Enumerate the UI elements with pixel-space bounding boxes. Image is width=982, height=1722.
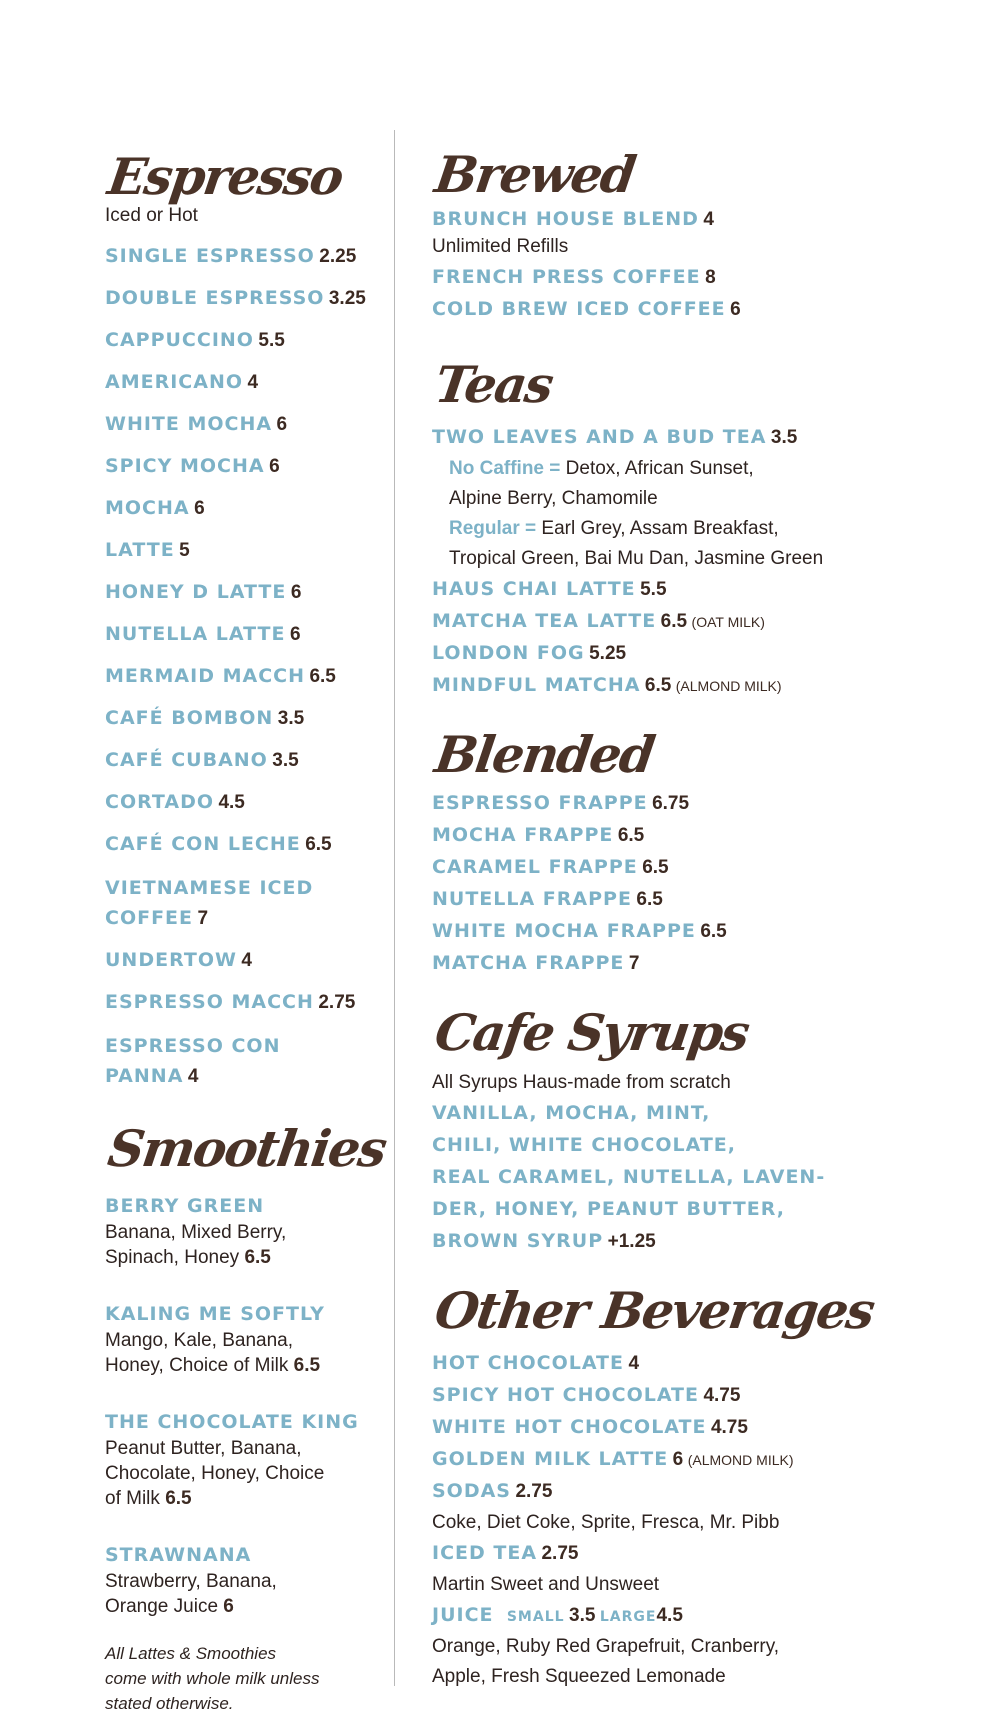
menu-item [105,244,390,270]
menu-item [105,328,390,354]
regular-label: Regular = [449,518,537,539]
menu-item [432,1412,952,1444]
brewed-title: Brewed [431,145,638,204]
menu-item [105,370,390,396]
item-price: 3.5 [277,708,305,729]
item-name: MATCHA TEA LATTE [432,610,657,632]
menu-item [432,422,952,454]
menu-item [105,580,390,606]
menu-item [105,496,390,522]
smoothie-price: 6.5 [244,1247,271,1268]
syrup-list-line [432,1162,952,1194]
item-name: ESPRESSO MACCH [105,991,314,1013]
item-name: FRENCH PRESS COFFEE [432,266,701,288]
item-price: 5.5 [640,579,667,600]
menu-item [432,670,952,702]
menu-item [105,874,320,934]
item-price: 3.5 [272,750,299,771]
item-price: 2.25 [319,246,357,267]
other-title: Other Beverages [431,1281,877,1340]
syrups-intro: All Syrups Haus-made from scratch [432,1072,731,1093]
syrup-list-line [432,1194,952,1226]
item-price: 6 [290,582,302,603]
syrup-list: VANILLA, MOCHA, MINT, [432,1102,711,1124]
sodas-desc: Coke, Diet Coke, Sprite, Fresca, Mr. Pibb [432,1512,780,1533]
item-name: HAUS CHAI LATTE [432,578,636,600]
teas-title: Teas [431,355,556,414]
item-price: 2.75 [318,992,356,1013]
smoothie-name: BERRY GREEN [105,1195,265,1217]
blended-title: Blended [431,725,657,784]
item-price: 6.5 [617,825,645,846]
no-caffine-teas-1: Detox, African Sunset, [565,458,754,479]
regular-teas-2: Tropical Green, Bai Mu Dan, Jasmine Green [449,548,824,569]
smoothie-price: 6.5 [165,1488,192,1509]
smoothie-item [105,1192,390,1270]
juice-desc-1: Orange, Ruby Red Grapefruit, Cranberry, [432,1636,780,1657]
menu-item [105,948,390,974]
syrup-list-line [432,1226,952,1258]
menu-item [432,948,952,980]
smoothie-item [105,1408,390,1511]
syrup-list: DER, HONEY, PEANUT BUTTER, [432,1198,785,1220]
espresso-subtitle: Iced or Hot [105,205,198,226]
smoothie-price: 6.5 [293,1355,321,1376]
item-price: 5.5 [258,330,285,351]
menu-item [432,852,952,884]
menu-item [432,884,952,916]
item-price: 6 [276,414,288,435]
item-price: 6 [672,1449,684,1470]
no-caffine-line [432,454,952,484]
item-price: 6.5 [700,921,727,942]
smoothie-name: KALING ME SOFTLY [105,1303,325,1325]
syrups-section-header [432,998,952,1068]
menu-item [105,538,390,564]
item-note: (OAT MILK) [691,614,765,630]
item-name: SPICY HOT CHOCOLATE [432,1384,699,1406]
item-name: ESPRESSO FRAPPE [432,792,648,814]
item-name: WHITE MOCHA [105,413,273,435]
regular-line [432,514,952,544]
smoothie-desc: Banana, Mixed Berry, Spinach, Honey [105,1222,287,1268]
smoothie-name: THE CHOCOLATE KING [105,1411,359,1433]
item-name: MINDFUL MATCHA [432,674,641,696]
item-price: 3.25 [328,288,366,309]
item-name: COLD BREW ICED COFFEE [432,298,726,320]
item-name: SPICY MOCHA [105,455,265,477]
menu-item [432,262,952,294]
menu-item [105,990,390,1016]
smoothie-name: STRAWNANA [105,1544,252,1566]
item-name: DOUBLE ESPRESSO [105,287,325,309]
menu-item [105,832,390,858]
column-divider [394,130,395,1686]
item-name: MOCHA [105,497,190,519]
item-price: 6.5 [309,666,336,687]
item-price: 4 [241,950,252,971]
smoothie-desc: Mango, Kale, Banana, Honey, Choice of Milk [105,1330,294,1376]
syrups-title: Cafe Syrups [431,1003,752,1062]
juice-desc-2: Apple, Fresh Squeezed Lemonade [432,1666,726,1687]
item-name: CAFÉ BOMBON [105,707,274,729]
item-name: LONDON FOG [432,642,585,664]
item-name: VIETNAMESE ICED COFFEE [105,877,314,929]
smoothies-title: Smoothies [104,1119,389,1178]
item-price: 6.5 [644,675,672,696]
menu-item [105,412,390,438]
smoothie-desc: Peanut Butter, Banana, Chocolate, Honey, Choice of Milk [105,1438,325,1509]
syrup-list: BROWN SYRUP [432,1230,604,1252]
menu-item [432,294,952,326]
item-price: 4 [247,372,259,393]
item-name: JUICE [432,1604,494,1626]
item-name: LATTE [105,539,175,561]
other-section-header [432,1276,952,1348]
menu-item [432,1380,952,1412]
item-name: HOT CHOCOLATE [432,1352,624,1374]
item-name: NUTELLA FRAPPE [432,888,632,910]
smoothie-item [105,1300,390,1378]
menu-item [105,706,390,732]
item-price: 5.25 [589,643,627,664]
item-name: SODAS [432,1480,511,1502]
item-price: 4.75 [710,1417,748,1438]
item-name: ESPRESSO CON PANNA [105,1035,281,1087]
juice-small-label: SMALL [506,1609,565,1625]
item-price: 6.5 [660,611,688,632]
item-price: 2.75 [541,1543,579,1564]
item-price: 2.75 [515,1481,553,1502]
right-column [432,142,952,1692]
item-price: 6 [194,498,205,519]
item-name: BRUNCH HOUSE BLEND [432,208,699,230]
syrup-list: CHILI, WHITE CHOCOLATE, [432,1134,736,1156]
item-name: NUTELLA LATTE [105,623,286,645]
item-name: MOCHA FRAPPE [432,824,614,846]
menu-item [105,1032,295,1092]
menu-item [105,790,390,816]
item-name: CARAMEL FRAPPE [432,856,638,878]
menu-item [105,454,390,480]
item-price: 7 [628,953,640,974]
left-column [105,142,390,1716]
item-price: 4.75 [703,1385,741,1406]
item-price: 6.5 [642,857,669,878]
smoothie-desc: Strawberry, Banana, Orange Juice [105,1571,277,1617]
item-price: 6.75 [652,793,690,814]
item-name: CAFÉ CON LECHE [105,833,301,855]
item-name: MERMAID MACCH [105,665,305,687]
teas-section-header [432,346,952,422]
iced-tea-desc: Martin Sweet and Unsweet [432,1574,660,1595]
menu-item [432,1538,952,1570]
espresso-title: Espresso [104,147,346,206]
no-caffine-teas-2: Alpine Berry, Chamomile [449,488,658,509]
menu-item [432,574,952,606]
item-name: HONEY D LATTE [105,581,287,603]
item-name: CAFÉ CUBANO [105,749,268,771]
syrup-list-line [432,1098,952,1130]
regular-teas-1: Earl Grey, Assam Breakfast, [541,518,779,539]
no-caffine-label: No Caffine = [449,458,561,479]
item-name: SINGLE ESPRESSO [105,245,315,267]
juice-small-price: 3.5 [569,1605,596,1626]
item-note: (ALMOND MILK) [675,678,782,694]
item-name: WHITE HOT CHOCOLATE [432,1416,707,1438]
syrup-price: +1.25 [607,1231,656,1252]
item-price: 8 [705,267,716,288]
refills-note: Unlimited Refills [432,236,569,257]
item-name: TWO LEAVES AND A BUD TEA [432,426,767,448]
smoothies-section-header [105,1112,390,1192]
juice-large-price: 4.5 [656,1605,683,1626]
item-name: CAPPUCCINO [105,329,254,351]
menu-item [432,204,952,236]
item-price: 4 [187,1066,199,1087]
item-price: 5 [179,540,190,561]
menu-item [105,748,390,774]
blended-section-header [432,720,952,788]
menu-item [105,622,390,648]
brewed-section-header [432,142,952,204]
menu-item [432,1476,952,1508]
item-name: ICED TEA [432,1542,538,1564]
menu-item [432,1348,952,1380]
espresso-section-header [105,142,390,212]
menu-item [432,788,952,820]
item-price: 4 [628,1353,640,1374]
item-price: 4.5 [218,792,245,813]
item-name: CORTADO [105,791,214,813]
item-price: 7 [197,908,209,929]
smoothie-item [105,1541,390,1619]
item-name: MATCHA FRAPPE [432,952,625,974]
juice-large-label: LARGE [599,1609,657,1625]
item-price: 6.5 [636,889,663,910]
item-price: 3.5 [770,427,798,448]
menu-item [432,1600,952,1632]
item-price: 4 [703,209,714,230]
smoothie-price: 6 [223,1596,234,1617]
item-price: 6 [289,624,301,645]
milk-note: All Lattes & Smoothies come with whole milk unless stated otherwise. [105,1644,320,1713]
item-name: AMERICANO [105,371,243,393]
menu-item [105,286,390,312]
menu-item [432,916,952,948]
item-name: WHITE MOCHA FRAPPE [432,920,696,942]
item-price: 6 [730,299,741,320]
menu-item [432,638,952,670]
item-price: 6.5 [305,834,332,855]
syrup-list-line [432,1130,952,1162]
menu-item [432,606,952,638]
syrup-list: REAL CARAMEL, NUTELLA, LAVEN- [432,1166,826,1188]
item-note: (ALMOND MILK) [687,1452,794,1468]
item-price: 6 [269,456,280,477]
item-name: UNDERTOW [105,949,237,971]
menu-item [432,820,952,852]
item-name: GOLDEN MILK LATTE [432,1448,669,1470]
menu-item [432,1444,952,1476]
menu-item [105,664,390,690]
